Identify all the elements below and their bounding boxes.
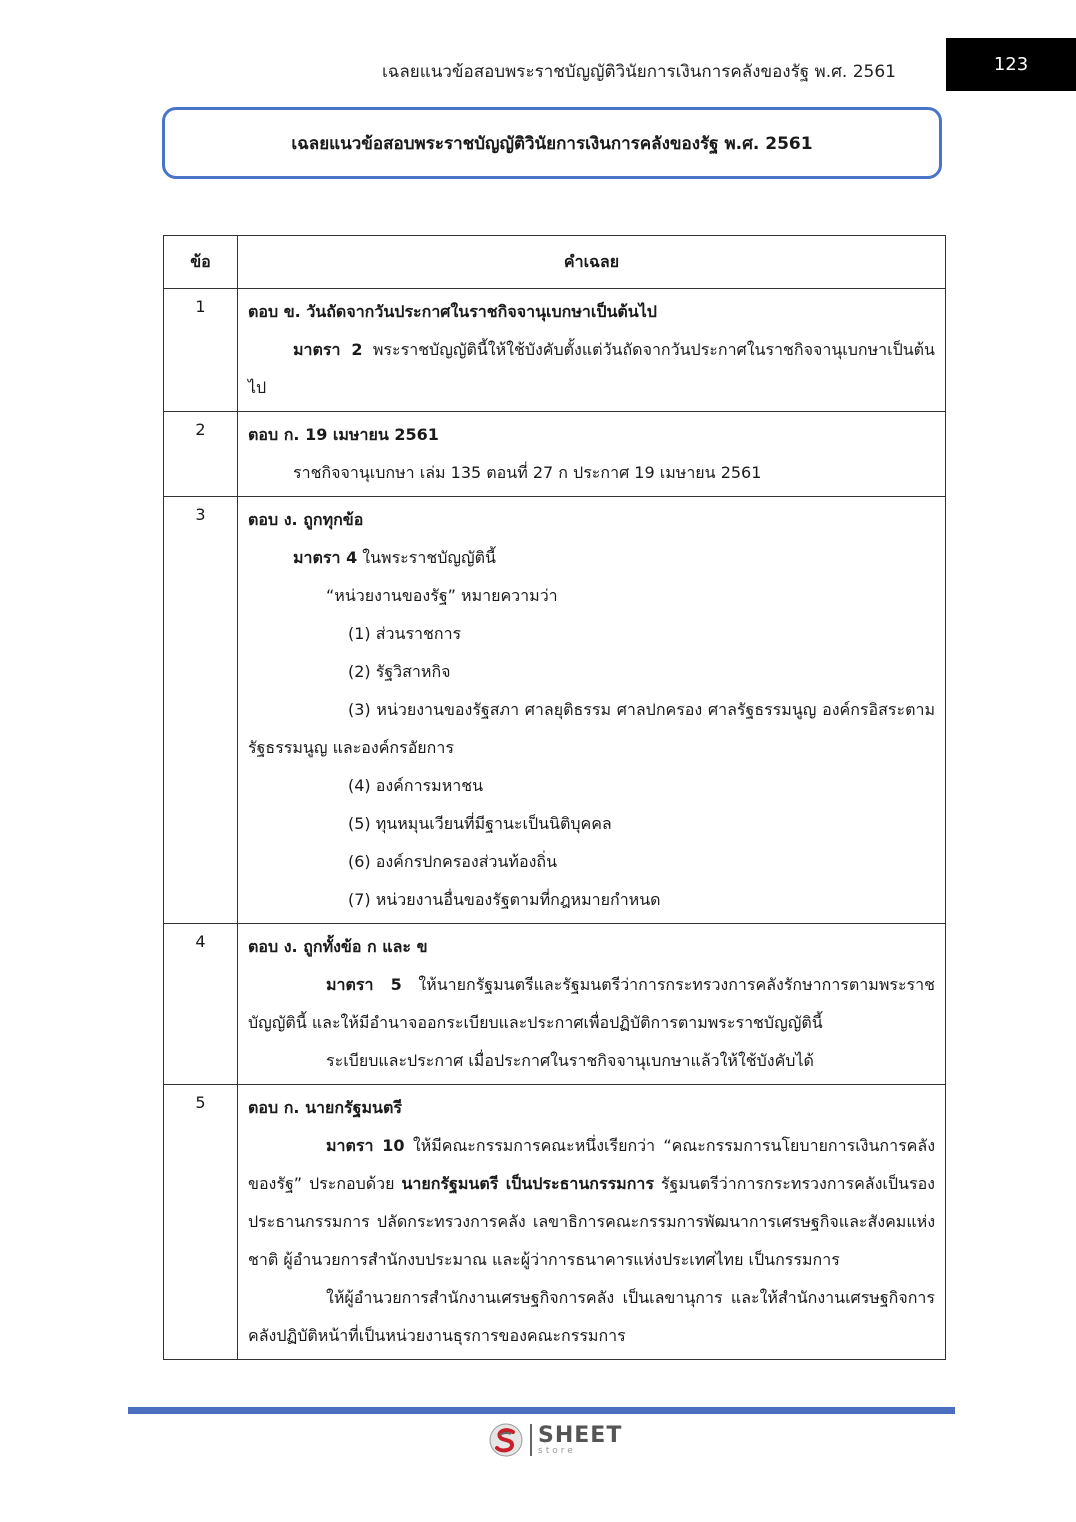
title-box: เฉลยแนวข้อสอบพระราชบัญญัติวินัยการเงินการคลังของรัฐ พ.ศ. 2561 (162, 107, 942, 179)
section-ref: มาตรา 10 (326, 1136, 405, 1155)
section-text: ในพระราชบัญญัตินี้ (357, 548, 496, 567)
row-answer (238, 1085, 946, 1360)
row-number: 1 (164, 289, 238, 412)
definition-line: “หน่วยงานของรัฐ” หมายความว่า (326, 586, 558, 605)
answer-detail (248, 539, 935, 577)
header-answer: คำเฉลย (238, 236, 946, 289)
page-number: 123 (946, 38, 1076, 91)
answer-choice: ตอบ ง. ถูกทุกข้อ (248, 510, 364, 529)
list-item: (6) องค์กรปกครองส่วนท้องถิ่น (348, 852, 557, 871)
row-number: 4 (164, 924, 238, 1085)
answer-choice: ตอบ ข. วันถัดจากวันประกาศในราชกิจจานุเบกษาเป็นต้นไป (248, 302, 657, 321)
list-item: (1) ส่วนราชการ (348, 624, 462, 643)
list-item: (7) หน่วยงานอื่นของรัฐตามที่กฎหมายกำหนด (348, 890, 661, 909)
answer-detail (248, 1127, 935, 1279)
logo-text (538, 1422, 623, 1456)
section-text: ให้นายกรัฐมนตรีและรัฐมนตรีว่าการกระทรวงการคลังรักษาการตามพระราชบัญญัตินี้ และให้มีอำนาจออกระเบียบและประกาศเพื่อปฏิบัติการตามพระราชบัญญัตินี้ (248, 975, 935, 1032)
section-text: ให้มีคณะกรรมการคณะหนึ่งเรียกว่า “คณะกรรมการนโยบายการเงินการคลังของรัฐ” ประกอบด้วย (248, 1136, 935, 1193)
row-number: 5 (164, 1085, 238, 1360)
row-answer (238, 412, 946, 497)
answer-choice: ตอบ ง. ถูกทั้งข้อ ก และ ข (248, 937, 428, 956)
header-title: เฉลยแนวข้อสอบพระราชบัญญัติวินัยการเงินการคลังของรัฐ พ.ศ. 2561 (382, 62, 896, 82)
chair-text: นายกรัฐมนตรี เป็นประธานกรรมการ (401, 1174, 654, 1193)
logo-sub: store (538, 1445, 576, 1456)
list-item: (4) องค์การมหาชน (348, 776, 484, 795)
section-text-cont: รัฐมนตรีว่าการกระทรวงการคลังเป็นรองประธานกรรมการ ปลัดกระทรวงการคลัง เลขาธิการคณะกรรมการพัฒนาการเศรษฐกิจและสังคมแห่งชาติ ผู้อำนวยการสำนักงบประมาณ และผู้ว่าการธนาคารแห่งประเทศไทย เป็นกรรมการ (248, 1174, 935, 1269)
list-item: (3) หน่วยงานของรัฐสภา ศาลยุติธรรม ศาลปกครอง ศาลรัฐธรรมนูญ องค์กรอิสระตามรัฐธรรมนูญ และองค์กรอัยการ (248, 700, 935, 757)
row-answer (238, 289, 946, 412)
section-ref: มาตรา 2 (293, 340, 363, 359)
row-number: 2 (164, 412, 238, 497)
table-row (164, 1085, 946, 1360)
answer-detail (248, 966, 935, 1042)
list-item: (2) รัฐวิสาหกิจ (348, 662, 451, 681)
row-answer (238, 497, 946, 924)
section-ref: มาตรา 4 (293, 548, 358, 567)
section-ref: มาตรา 5 (326, 975, 402, 994)
logo-separator (530, 1424, 532, 1456)
row-number: 3 (164, 497, 238, 924)
answer-table (163, 235, 946, 1360)
answer-choice: ตอบ ก. 19 เมษายน 2561 (248, 425, 439, 444)
table-row (164, 924, 946, 1085)
answer-detail: ให้ผู้อำนวยการสำนักงานเศรษฐกิจการคลัง เป็นเลขานุการ และให้สำนักงานเศรษฐกิจการคลังปฏิบัติหน้าที่เป็นหน่วยงานธุรการของคณะกรรมการ (248, 1288, 935, 1345)
answer-choice: ตอบ ก. นายกรัฐมนตรี (248, 1098, 402, 1117)
answer-detail: ราชกิจจานุเบกษา เล่ม 135 ตอนที่ 27 ก ประกาศ 19 เมษายน 2561 (293, 463, 762, 482)
section-text: พระราชบัญญัตินี้ให้ใช้บังคับตั้งแต่วันถัดจากวันประกาศในราชกิจจานุเบกษาเป็นต้นไป (248, 340, 935, 397)
logo-word: SHEET (538, 1422, 623, 1448)
list-item: (5) ทุนหมุนเวียนที่มีฐานะเป็นนิติบุคคล (348, 814, 612, 833)
row-answer (238, 924, 946, 1085)
footer-bar (128, 1407, 955, 1414)
sheet-logo-icon (488, 1422, 524, 1458)
header-number: ข้อ (164, 236, 238, 289)
table-row (164, 412, 946, 497)
table-row (164, 289, 946, 412)
answer-detail: ระเบียบและประกาศ เมื่อประกาศในราชกิจจานุเบกษาแล้วให้ใช้บังคับได้ (326, 1051, 814, 1070)
table-row (164, 497, 946, 924)
logo (488, 1420, 622, 1460)
answer-detail (248, 331, 935, 407)
